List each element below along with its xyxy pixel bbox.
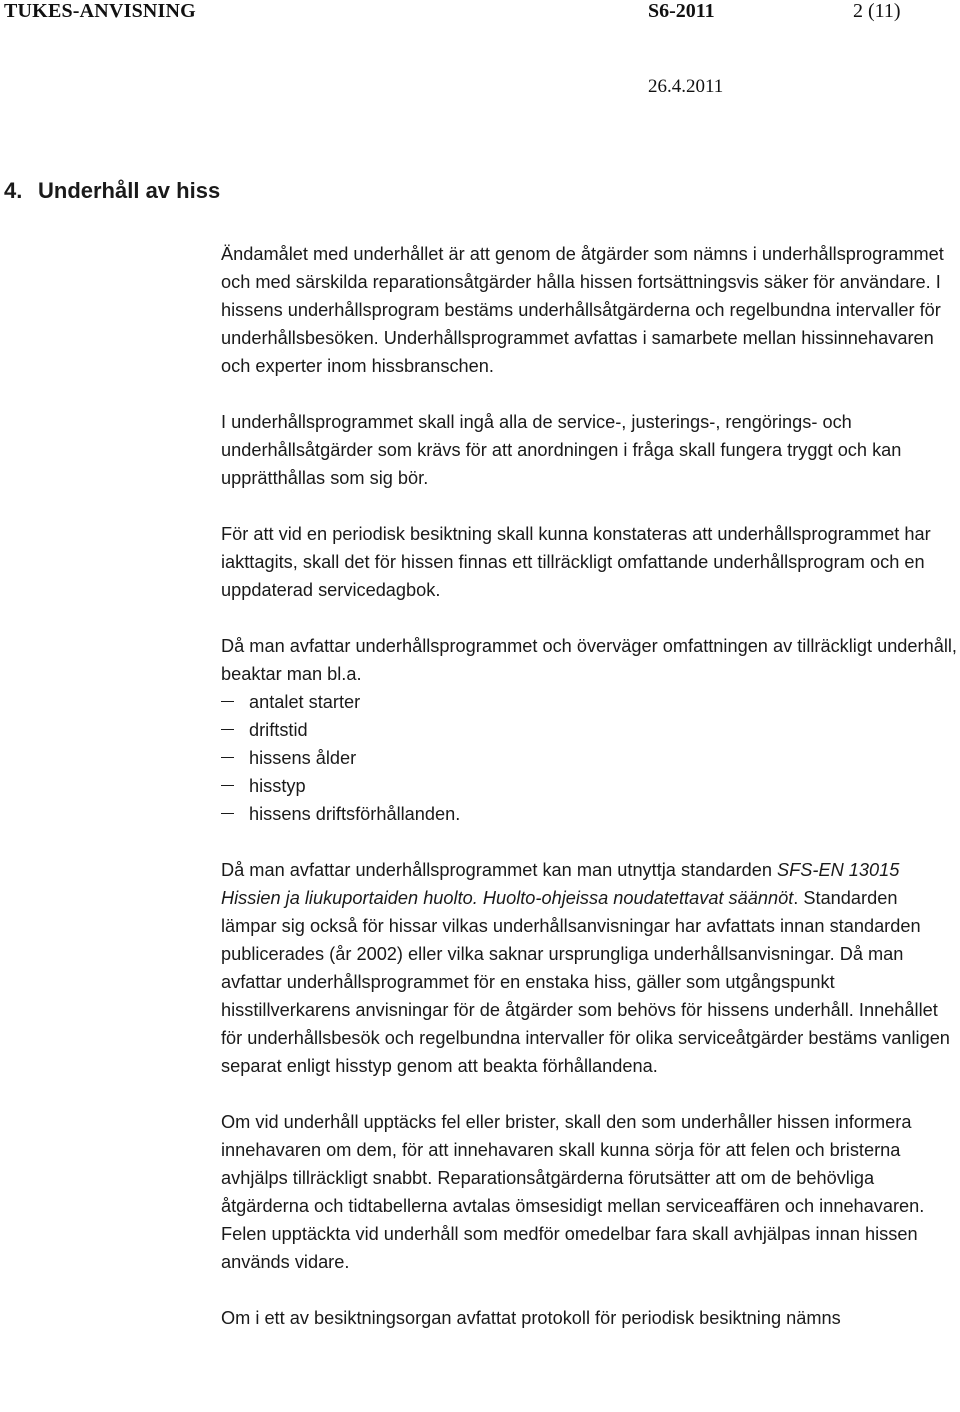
dash-bullet-icon <box>221 701 234 702</box>
list-item <box>221 772 957 800</box>
standard-text-end: . Standarden lämpar sig också för hissar vilkas underhållsanvisningar har avfattats innan standarden publicerades (år 2002) eller vilka saknar ursprungliga underhållsanvisningar. Då man avfattar underhållsprogrammet för en enstaka hiss, gäller som utgångspunkt hisstillverkarens anvisningar för de åtgärder som behövs för hissens underhåll. Innehållet för underhållsbesök och regelbundna intervaller för olika serviceåtgärder bestäms vanligen separat enligt hisstyp genom att beakta förhållandena. <box>221 888 950 1076</box>
list-item-label: hisstyp <box>249 776 306 796</box>
page-header <box>0 0 960 110</box>
section-heading <box>4 178 220 204</box>
section-number: 4. <box>4 178 23 203</box>
page-number: 2 (11) <box>853 0 901 22</box>
paragraph-program-contents: I underhållsprogrammet skall ingå alla de service-, justerings-, rengörings- och underhållsåtgärder som krävs för att anordningen i fråga skall fungera tryggt och kan upprätthållas som sig bör. <box>221 412 902 488</box>
list-item <box>221 688 957 716</box>
paragraph-considerations: Då man avfattar underhållsprogrammet och överväger omfattningen av tillräckligt underhåll, beaktar man bl.a. <box>221 636 957 684</box>
list-item <box>221 800 957 828</box>
standard-reference: SFS-EN 13015 Hissien ja liukuportaiden huolto. Huolto-ohjeissa noudatettavat säännöt <box>221 860 900 908</box>
paragraph-periodic-inspection: För att vid en periodisk besiktning skall kunna konstateras att underhållsprogrammet har iakttagits, skall det för hissen finnas ett tillräckligt omfattande underhållsprogram och en uppdaterad servicedagbok. <box>221 524 931 600</box>
section-title: Underhåll av hiss <box>38 178 221 203</box>
list-item-label: driftstid <box>249 720 308 740</box>
document-title: TUKES-ANVISNING <box>4 0 196 22</box>
paragraph-standard <box>221 856 957 1080</box>
document-date: 26.4.2011 <box>648 76 724 97</box>
paragraph-inspection-protocol: Om i ett av besiktningsorgan avfattat protokoll för periodisk besiktning nämns <box>221 1308 841 1328</box>
body-content <box>221 240 957 1360</box>
dash-bullet-icon <box>221 813 234 814</box>
list-item <box>221 744 957 772</box>
dash-bullet-icon <box>221 785 234 786</box>
list-item-label: hissens driftsförhållanden. <box>249 804 461 824</box>
paragraph-purpose: Ändamålet med underhållet är att genom de åtgärder som nämns i underhållsprogrammet och med särskilda reparationsåtgärder hålla hissen fortsättningsvis säker för användare. I hissens underhållsprogram bestäms underhållsåtgärderna och regelbundna intervaller för underhållsbesöken. Underhållsprogrammet avfattas i samarbete mellan hissinnehavaren och experter inom hissbranschen. <box>221 244 944 376</box>
paragraph-faults: Om vid underhåll upptäcks fel eller brister, skall den som underhåller hissen informera innehavaren om dem, för att innehavaren skall kunna sörja för att felen och bristerna avhjälps tillräckligt snabbt. Reparationsåtgärderna förutsätter att om de behövliga åtgärderna och tidtabellerna avtalas ömsesidigt mellan serviceaffären och innehavaren. Felen upptäckta vid underhåll som medför omedelbar fara skall avhjälpas innan hissen används vidare. <box>221 1112 925 1272</box>
considerations-list <box>221 688 957 828</box>
list-item <box>221 716 957 744</box>
dash-bullet-icon <box>221 757 234 758</box>
list-item-label: hissens ålder <box>249 748 357 768</box>
standard-text-start: Då man avfattar underhållsprogrammet kan man utnyttja standarden <box>221 860 778 880</box>
dash-bullet-icon <box>221 729 234 730</box>
document-code: S6-2011 <box>648 0 715 22</box>
list-item-label: antalet starter <box>249 692 361 712</box>
